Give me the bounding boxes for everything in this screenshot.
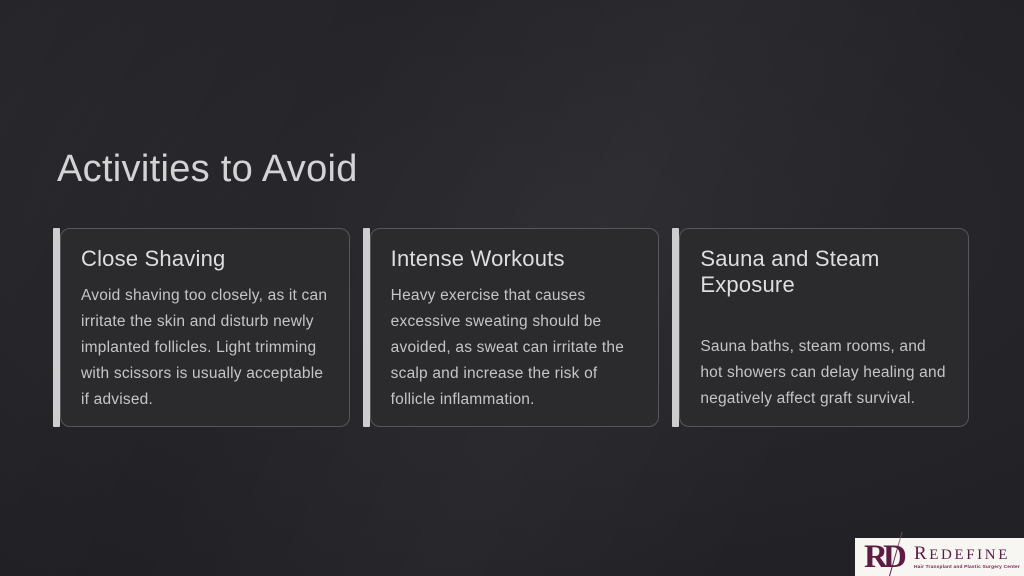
card-close-shaving [53,228,350,427]
card-panel [679,228,969,427]
monogram-letter-r: R [864,539,888,575]
card-body-text: Heavy exercise that causes excessive sweating should be avoided, as sweat can irritate the scalp and increase the risk of follicle inflammation. [390,287,625,408]
rd-monogram-icon [864,538,910,576]
card-heading: Sauna and Steam Exposure [700,246,880,297]
card-heading: Intense Workouts [390,246,565,271]
card-sauna-steam [672,228,969,427]
slide-title: Activities to Avoid [57,148,358,190]
monogram-letter-d: D [883,539,907,575]
redefine-logo [855,538,1024,576]
card-accent-bar [672,228,679,427]
card-panel [60,228,350,427]
logo-text-block [914,543,1020,570]
card-heading: Close Shaving [81,246,226,271]
logo-tagline: Hair Transplant and Plastic Surgery Center [914,564,1020,570]
card-intense-workouts [363,228,660,427]
card-panel [370,228,660,427]
card-body-text: Avoid shaving too closely, as it can irritate the skin and disturb newly implanted follicles. Light trimming with scissors is usually acceptable if advised. [81,287,328,408]
cards-row [53,228,969,427]
card-accent-bar [363,228,370,427]
card-accent-bar [53,228,60,427]
card-body-text: Sauna baths, steam rooms, and hot showers can delay healing and negatively affect graft survival. [700,338,946,407]
logo-wordmark: REDEFINE [914,543,1010,565]
